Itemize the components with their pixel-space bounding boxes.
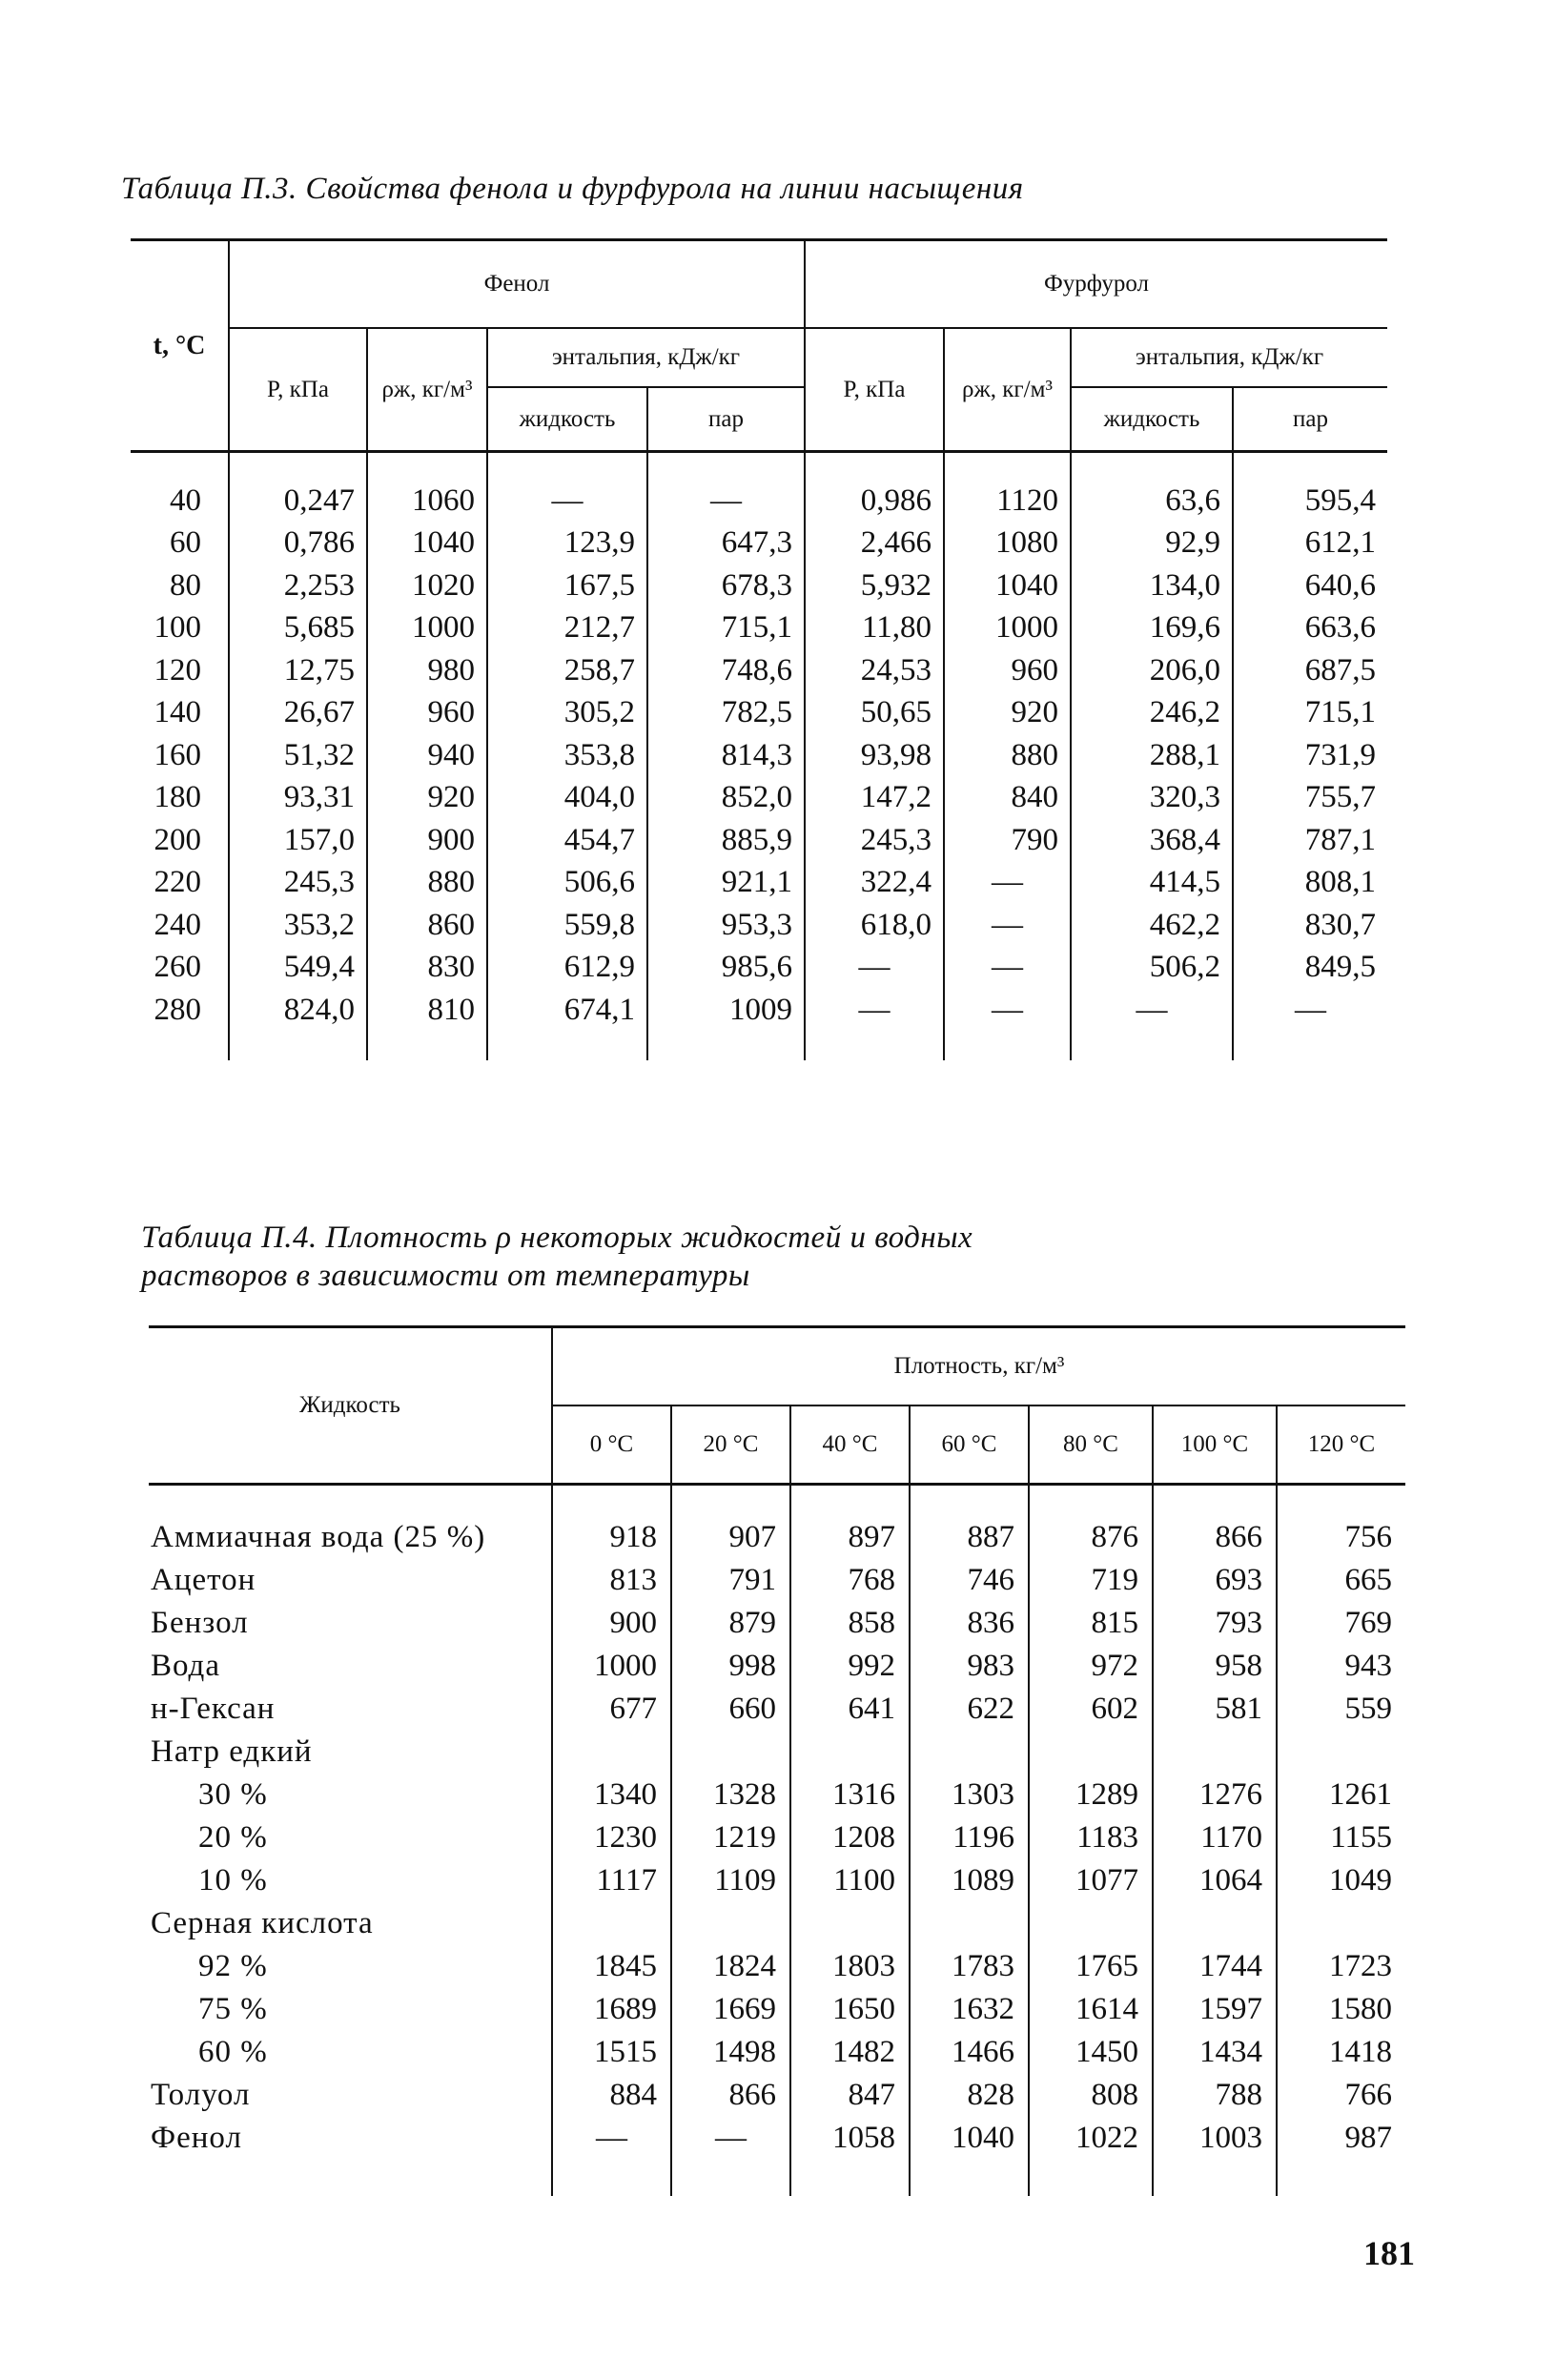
- t4-cell: 1482: [790, 2031, 910, 2074]
- t4-cell: [1029, 1902, 1153, 1945]
- t3-body: [131, 452, 1387, 1060]
- t3-cell: 5,685: [229, 607, 367, 650]
- t4-cell: 1803: [790, 1945, 910, 1988]
- t3-cell: 92,9: [1071, 523, 1233, 565]
- page-number: 181: [1363, 2234, 1415, 2272]
- t3-cell: 830: [367, 947, 487, 990]
- t4-cell: [671, 1902, 790, 1945]
- t4-header-temp: 60 °С: [910, 1405, 1029, 1485]
- t3-cell: —: [487, 452, 647, 523]
- t3-cell: 1040: [944, 564, 1071, 607]
- t4-cell: —: [671, 2117, 790, 2196]
- t3-cell: 953,3: [647, 904, 805, 947]
- t3-cell: 93,31: [229, 777, 367, 820]
- table4-caption-line1: Таблица П.4. Плотность ρ некоторых жидкостей и водных: [141, 1221, 973, 1255]
- t3-cell: 940: [367, 734, 487, 777]
- t3-cell: 810: [367, 989, 487, 1060]
- table4-caption: [141, 1219, 972, 1295]
- t4-row: [149, 1988, 1405, 2031]
- t4-cell: 1049: [1277, 1859, 1405, 1902]
- t3-cell: 849,5: [1233, 947, 1387, 990]
- t4-cell: 1170: [1153, 1816, 1277, 1859]
- t3-cell: 2,466: [805, 523, 944, 565]
- t4-cell: 1765: [1029, 1945, 1153, 1988]
- t4-cell: 987: [1277, 2117, 1405, 2196]
- t4-cell: 791: [671, 1559, 790, 1602]
- t3-cell: 985,6: [647, 947, 805, 990]
- t4-cell: 1824: [671, 1945, 790, 1988]
- t4-cell: 1064: [1153, 1859, 1277, 1902]
- t4-cell-liquid-name: 30 %: [198, 1777, 268, 1812]
- t4-row: [149, 1485, 1405, 1560]
- t3-cell: 920: [367, 777, 487, 820]
- t3-header-furfural-enthalpy: энтальпия, кДж/кг: [1071, 328, 1387, 387]
- t4-cell: 1580: [1277, 1988, 1405, 2031]
- t3-cell: —: [944, 862, 1071, 905]
- t3-cell: 808,1: [1233, 862, 1387, 905]
- t4-cell: —: [552, 2117, 671, 2196]
- t4-cell: 1183: [1029, 1816, 1153, 1859]
- t3-cell: 980: [367, 649, 487, 692]
- t4-cell-liquid-name: 20 %: [198, 1820, 268, 1855]
- t3-cell: 1000: [944, 607, 1071, 650]
- t4-cell: [552, 1902, 671, 1945]
- t4-cell: 641: [790, 1688, 910, 1731]
- t3-cell: 920: [944, 692, 1071, 735]
- t4-row: [149, 1774, 1405, 1816]
- t4-cell: [1277, 1731, 1405, 1774]
- t4-cell: 897: [790, 1485, 910, 1560]
- t3-cell: 860: [367, 904, 487, 947]
- t4-cell: 1783: [910, 1945, 1029, 1988]
- t3-cell-temperature: 180: [154, 780, 201, 815]
- t4-cell: 808: [1029, 2074, 1153, 2117]
- t4-row: [149, 1945, 1405, 1988]
- t4-cell: 1219: [671, 1816, 790, 1859]
- t4-cell: [1153, 1731, 1277, 1774]
- t3-row: [131, 904, 1387, 947]
- t3-cell: 5,932: [805, 564, 944, 607]
- t3-cell: 11,80: [805, 607, 944, 650]
- t3-cell: 852,0: [647, 777, 805, 820]
- t4-cell: [671, 1731, 790, 1774]
- t3-cell: 134,0: [1071, 564, 1233, 607]
- t3-cell-temperature: 120: [154, 652, 201, 687]
- t4-cell: 1650: [790, 1988, 910, 2031]
- t3-cell: 1060: [367, 452, 487, 523]
- t4-cell: 1155: [1277, 1816, 1405, 1859]
- t4-cell: 665: [1277, 1559, 1405, 1602]
- t4-cell-liquid-name: 10 %: [198, 1863, 268, 1898]
- t3-header-phenol-pressure: P, кПа: [229, 328, 367, 452]
- t3-cell: 814,3: [647, 734, 805, 777]
- t3-header-temperature: t, °C: [131, 240, 229, 452]
- t3-cell: 921,1: [647, 862, 805, 905]
- t4-cell: 1614: [1029, 1988, 1153, 2031]
- t4-cell: 1316: [790, 1774, 910, 1816]
- t4-cell: 813: [552, 1559, 671, 1602]
- t3-header-phenol-density: ρж, кг/м³: [367, 328, 487, 452]
- t3-row: [131, 649, 1387, 692]
- t4-cell: 1000: [552, 1645, 671, 1688]
- t4-cell: 1289: [1029, 1774, 1153, 1816]
- t4-cell: 1208: [790, 1816, 910, 1859]
- t4-row: [149, 1645, 1405, 1688]
- t3-cell: —: [944, 904, 1071, 947]
- t3-row: [131, 692, 1387, 735]
- t3-cell-temperature: 40: [131, 452, 229, 523]
- t3-cell: 755,7: [1233, 777, 1387, 820]
- t4-cell: 1845: [552, 1945, 671, 1988]
- t3-cell: 320,3: [1071, 777, 1233, 820]
- t3-cell: 123,9: [487, 523, 647, 565]
- t4-cell: 1261: [1277, 1774, 1405, 1816]
- table4: [149, 1325, 1405, 2196]
- t3-cell: 147,2: [805, 777, 944, 820]
- t4-cell-liquid-name: н-Гексан: [151, 1692, 276, 1726]
- t4-cell: 788: [1153, 2074, 1277, 2117]
- t3-cell: 618,0: [805, 904, 944, 947]
- t3-cell: 245,3: [229, 862, 367, 905]
- t3-row: [131, 523, 1387, 565]
- t4-cell: 998: [671, 1645, 790, 1688]
- t3-cell: 824,0: [229, 989, 367, 1060]
- t4-cell: 836: [910, 1602, 1029, 1645]
- t4-header-temp: 80 °С: [1029, 1405, 1153, 1485]
- t3-cell: 212,7: [487, 607, 647, 650]
- t4-cell: 1515: [552, 2031, 671, 2074]
- t4-cell: [1153, 1902, 1277, 1945]
- t4-cell: [1029, 1731, 1153, 1774]
- t3-cell: 0,986: [805, 452, 944, 523]
- t3-cell: 900: [367, 819, 487, 862]
- t4-header-temp: 40 °С: [790, 1405, 910, 1485]
- t4-cell-liquid-name: 92 %: [198, 1949, 268, 1983]
- t4-row: [149, 1559, 1405, 1602]
- t3-cell: 1080: [944, 523, 1071, 565]
- t3-cell: 24,53: [805, 649, 944, 692]
- t4-header-temp: 100 °С: [1153, 1405, 1277, 1485]
- t4-cell: [1277, 1902, 1405, 1945]
- t3-cell: 63,6: [1071, 452, 1233, 523]
- t4-cell: 693: [1153, 1559, 1277, 1602]
- t4-cell: 766: [1277, 2074, 1405, 2117]
- t3-row: [131, 452, 1387, 523]
- t3-cell: 640,6: [1233, 564, 1387, 607]
- t3-cell: 748,6: [647, 649, 805, 692]
- t4-cell: 866: [1153, 1485, 1277, 1560]
- t4-row: [149, 1688, 1405, 1731]
- t3-header-furfural: Фурфурол: [805, 240, 1387, 329]
- t4-cell: 1434: [1153, 2031, 1277, 2074]
- t4-cell: 660: [671, 1688, 790, 1731]
- t3-cell: 1120: [944, 452, 1071, 523]
- t3-cell: 1009: [647, 989, 805, 1060]
- t4-body: [149, 1485, 1405, 2197]
- t3-cell: 462,2: [1071, 904, 1233, 947]
- t4-cell: 983: [910, 1645, 1029, 1688]
- t3-cell-temperature: 60: [170, 525, 201, 561]
- table3: [131, 238, 1387, 1060]
- t4-cell: 1466: [910, 2031, 1029, 2074]
- t3-header-furfural-pressure: P, кПа: [805, 328, 944, 452]
- t3-cell: 595,4: [1233, 452, 1387, 523]
- t4-cell: 1077: [1029, 1859, 1153, 1902]
- t3-cell: 674,1: [487, 989, 647, 1060]
- t3-row: [131, 819, 1387, 862]
- t4-cell: 1597: [1153, 1988, 1277, 2031]
- t4-cell-liquid-name: 75 %: [198, 1992, 268, 2026]
- t3-cell: 715,1: [647, 607, 805, 650]
- t3-cell: 404,0: [487, 777, 647, 820]
- t3-cell: 880: [367, 862, 487, 905]
- t4-cell-liquid-name: Вода: [151, 1649, 220, 1683]
- t3-cell: 787,1: [1233, 819, 1387, 862]
- t3-cell: 245,3: [805, 819, 944, 862]
- t4-header-temp: 20 °С: [671, 1405, 790, 1485]
- t3-cell: 353,8: [487, 734, 647, 777]
- t3-cell: —: [1071, 989, 1233, 1060]
- t3-cell: 731,9: [1233, 734, 1387, 777]
- t3-header-phenol-vapor: пар: [647, 387, 805, 452]
- t4-row: [149, 2074, 1405, 2117]
- t3-cell: 368,4: [1071, 819, 1233, 862]
- t3-cell: 830,7: [1233, 904, 1387, 947]
- t3-cell: 26,67: [229, 692, 367, 735]
- t4-row: [149, 1731, 1405, 1774]
- t3-cell: 12,75: [229, 649, 367, 692]
- t3-header-phenol-liquid: жидкость: [487, 387, 647, 452]
- t3-cell: —: [944, 947, 1071, 990]
- t3-cell: 549,4: [229, 947, 367, 990]
- t3-cell: 206,0: [1071, 649, 1233, 692]
- t4-cell: 756: [1277, 1485, 1405, 1560]
- t4-cell-liquid-name: Толуол: [151, 2078, 251, 2112]
- t4-cell: 866: [671, 2074, 790, 2117]
- t4-cell: 559: [1277, 1688, 1405, 1731]
- t3-cell: 840: [944, 777, 1071, 820]
- t3-cell: 0,247: [229, 452, 367, 523]
- t3-cell-temperature: 140: [154, 695, 201, 730]
- t3-cell-temperature: 80: [170, 567, 201, 603]
- t4-cell: 1230: [552, 1816, 671, 1859]
- t4-cell: 1117: [552, 1859, 671, 1902]
- t3-row: [131, 947, 1387, 990]
- t4-cell: [790, 1902, 910, 1945]
- t4-cell: 958: [1153, 1645, 1277, 1688]
- t3-cell-temperature: 200: [154, 822, 201, 857]
- t4-cell: 876: [1029, 1485, 1153, 1560]
- t3-cell: 880: [944, 734, 1071, 777]
- t4-cell: 1196: [910, 1816, 1029, 1859]
- t4-cell: [790, 1731, 910, 1774]
- t4-cell: 884: [552, 2074, 671, 2117]
- t3-row: [131, 862, 1387, 905]
- t4-cell: 1089: [910, 1859, 1029, 1902]
- t4-cell: 1328: [671, 1774, 790, 1816]
- t4-header-liquid: Жидкость: [149, 1327, 552, 1485]
- t3-cell: 782,5: [647, 692, 805, 735]
- t4-cell: 1669: [671, 1988, 790, 2031]
- t3-cell: —: [647, 452, 805, 523]
- t3-cell: 506,2: [1071, 947, 1233, 990]
- t3-cell-temperature: 220: [154, 865, 201, 900]
- t4-row: [149, 2117, 1405, 2196]
- t4-cell: 1632: [910, 1988, 1029, 2031]
- t4-cell: 1340: [552, 1774, 671, 1816]
- t4-row: [149, 1902, 1405, 1945]
- t4-cell: 1498: [671, 2031, 790, 2074]
- t4-cell: 581: [1153, 1688, 1277, 1731]
- t4-cell: 677: [552, 1688, 671, 1731]
- t3-cell: 960: [367, 692, 487, 735]
- t4-cell: 858: [790, 1602, 910, 1645]
- t4-cell: 1276: [1153, 1774, 1277, 1816]
- t4-row: [149, 1816, 1405, 1859]
- t3-cell-temperature: 240: [154, 907, 201, 942]
- t3-cell: 157,0: [229, 819, 367, 862]
- t4-header-temp: 120 °С: [1277, 1405, 1405, 1485]
- t4-cell-liquid-name: Натр едкий: [151, 1734, 313, 1769]
- t3-cell: 687,5: [1233, 649, 1387, 692]
- t3-cell: 1000: [367, 607, 487, 650]
- t4-cell: 992: [790, 1645, 910, 1688]
- t3-cell-temperature: 160: [154, 737, 201, 772]
- t4-cell: 622: [910, 1688, 1029, 1731]
- t3-cell: 1020: [367, 564, 487, 607]
- t4-cell: [910, 1902, 1029, 1945]
- t4-header-density: Плотность, кг/м³: [552, 1327, 1405, 1406]
- t3-cell: 647,3: [647, 523, 805, 565]
- t3-cell: 678,3: [647, 564, 805, 607]
- t4-cell: [910, 1731, 1029, 1774]
- t4-cell: 1022: [1029, 2117, 1153, 2196]
- t3-cell: 559,8: [487, 904, 647, 947]
- t4-cell: 879: [671, 1602, 790, 1645]
- t3-row: [131, 989, 1387, 1060]
- t4-cell-liquid-name: Серная кислота: [151, 1906, 374, 1940]
- t3-cell: —: [805, 989, 944, 1060]
- t4-cell: 602: [1029, 1688, 1153, 1731]
- t4-cell: 746: [910, 1559, 1029, 1602]
- t3-cell: 960: [944, 649, 1071, 692]
- t4-cell: 1100: [790, 1859, 910, 1902]
- t3-cell-temperature: 280: [154, 992, 201, 1027]
- t4-cell: 719: [1029, 1559, 1153, 1602]
- t3-cell: 0,786: [229, 523, 367, 565]
- t4-cell: 793: [1153, 1602, 1277, 1645]
- t4-cell-liquid-name: 60 %: [198, 2035, 268, 2069]
- table3-caption: Таблица П.3. Свойства фенола и фурфурола на линии насыщения: [121, 172, 1024, 206]
- t3-cell: 50,65: [805, 692, 944, 735]
- t4-cell: 768: [790, 1559, 910, 1602]
- t3-cell: 322,4: [805, 862, 944, 905]
- t3-cell: 612,9: [487, 947, 647, 990]
- t3-cell: 169,6: [1071, 607, 1233, 650]
- t3-cell-temperature: 260: [154, 950, 201, 985]
- t4-cell: 769: [1277, 1602, 1405, 1645]
- t4-cell: 907: [671, 1485, 790, 1560]
- t4-cell: 900: [552, 1602, 671, 1645]
- t4-cell-liquid-name: Фенол: [151, 2121, 242, 2155]
- t3-row: [131, 564, 1387, 607]
- t3-cell: 51,32: [229, 734, 367, 777]
- t4-cell-liquid-name: Ацетон: [151, 1563, 256, 1597]
- t3-cell: 93,98: [805, 734, 944, 777]
- t4-row: [149, 2031, 1405, 2074]
- t3-row: [131, 607, 1387, 650]
- t4-cell: 1689: [552, 1988, 671, 2031]
- t3-header-phenol: Фенол: [229, 240, 805, 329]
- t3-row: [131, 734, 1387, 777]
- t3-cell: 454,7: [487, 819, 647, 862]
- t4-cell: 815: [1029, 1602, 1153, 1645]
- t4-cell: 1723: [1277, 1945, 1405, 1988]
- t4-cell: 1450: [1029, 2031, 1153, 2074]
- t3-cell: 305,2: [487, 692, 647, 735]
- t4-cell: 847: [790, 2074, 910, 2117]
- t3-cell: 353,2: [229, 904, 367, 947]
- t4-cell: 828: [910, 2074, 1029, 2117]
- t3-cell: 246,2: [1071, 692, 1233, 735]
- t4-cell: 972: [1029, 1645, 1153, 1688]
- t4-cell: 1058: [790, 2117, 910, 2196]
- t3-cell-temperature: 100: [154, 610, 201, 646]
- t4-cell: 1303: [910, 1774, 1029, 1816]
- t4-cell: 1744: [1153, 1945, 1277, 1988]
- t3-header-phenol-enthalpy: энтальпия, кДж/кг: [487, 328, 805, 387]
- t3-cell: 790: [944, 819, 1071, 862]
- t3-cell: —: [1233, 989, 1387, 1060]
- t4-cell: 1003: [1153, 2117, 1277, 2196]
- t3-cell: 167,5: [487, 564, 647, 607]
- t3-cell: 715,1: [1233, 692, 1387, 735]
- t3-cell: 258,7: [487, 649, 647, 692]
- t4-cell: 1418: [1277, 2031, 1405, 2074]
- t4-cell: 1040: [910, 2117, 1029, 2196]
- t4-cell-liquid-name: Аммиачная вода (25 %): [149, 1485, 552, 1560]
- t3-cell: 663,6: [1233, 607, 1387, 650]
- t3-header-furfural-vapor: пар: [1233, 387, 1387, 452]
- table4-caption-line2: растворов в зависимости от температуры: [141, 1259, 750, 1293]
- t3-cell: —: [944, 989, 1071, 1060]
- t4-row: [149, 1859, 1405, 1902]
- t3-cell: 1040: [367, 523, 487, 565]
- t4-cell: 943: [1277, 1645, 1405, 1688]
- t4-cell: 887: [910, 1485, 1029, 1560]
- t4-cell: 918: [552, 1485, 671, 1560]
- t3-cell: 288,1: [1071, 734, 1233, 777]
- t4-cell: 1109: [671, 1859, 790, 1902]
- t4-cell-liquid-name: Бензол: [151, 1606, 249, 1640]
- t3-cell: —: [805, 947, 944, 990]
- t3-cell: 414,5: [1071, 862, 1233, 905]
- t3-cell: 612,1: [1233, 523, 1387, 565]
- t4-cell: [552, 1731, 671, 1774]
- t4-row: [149, 1602, 1405, 1645]
- t3-header-furfural-density: ρж, кг/м³: [944, 328, 1071, 452]
- t3-cell: 885,9: [647, 819, 805, 862]
- t3-row: [131, 777, 1387, 820]
- t3-header-furfural-liquid: жидкость: [1071, 387, 1233, 452]
- t3-cell: 2,253: [229, 564, 367, 607]
- t4-header-temp: 0 °С: [552, 1405, 671, 1485]
- t3-cell: 506,6: [487, 862, 647, 905]
